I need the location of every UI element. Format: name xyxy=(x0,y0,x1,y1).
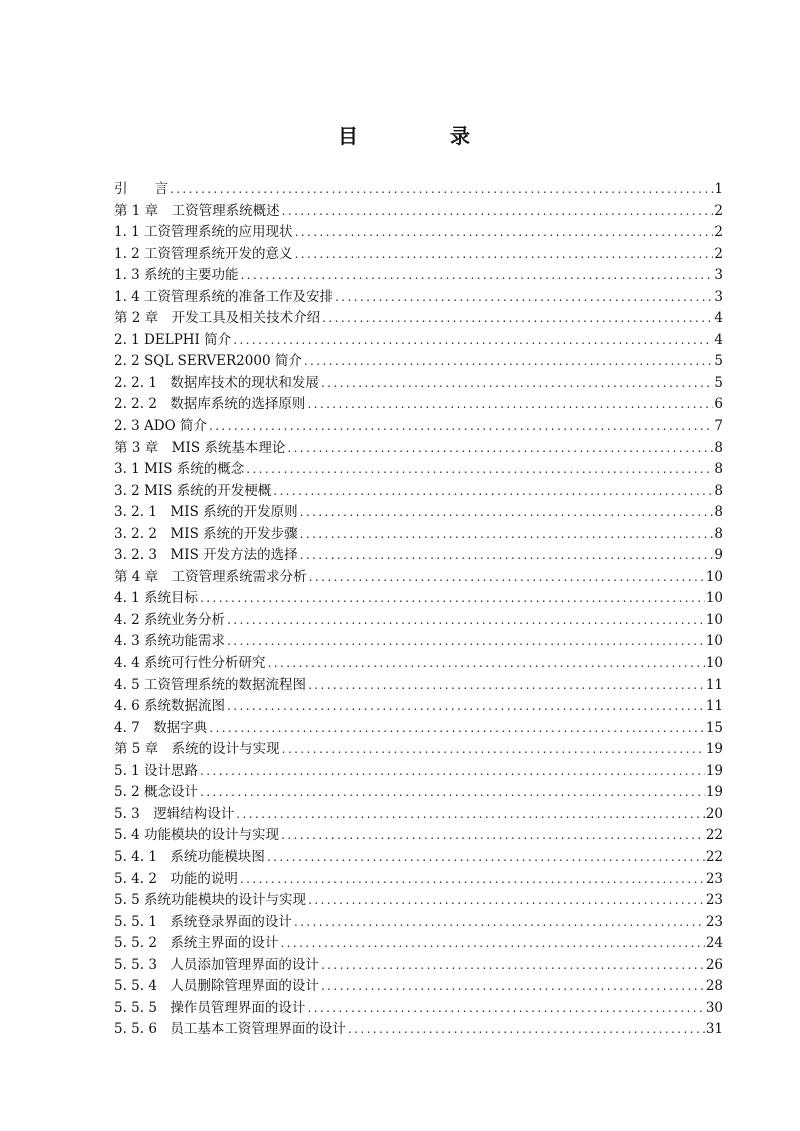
toc-entry-title: 3. 2. 3 MIS 开发方法的选择 xyxy=(114,547,298,564)
toc-entry-page-number: 22 xyxy=(705,848,723,865)
toc-entry-title: 第 1 章 工资管理系统概述 xyxy=(114,202,280,219)
toc-entry-page-number: 10 xyxy=(705,590,723,607)
table-of-contents xyxy=(114,179,723,1041)
toc-entry[interactable] xyxy=(114,524,723,546)
toc-entry-title: 第 2 章 开发工具及相关技术介绍 xyxy=(114,310,321,327)
toc-dot-leader xyxy=(280,933,704,955)
toc-entry[interactable] xyxy=(114,718,723,740)
toc-dot-leader xyxy=(241,265,714,287)
toc-entry-title: 5. 1 设计思路 xyxy=(114,762,199,779)
toc-entry-title: 1. 1 工资管理系统的应用现状 xyxy=(114,224,293,241)
toc-entry[interactable] xyxy=(114,955,723,977)
toc-entry[interactable] xyxy=(114,1019,723,1041)
toc-dot-leader xyxy=(295,244,714,266)
toc-entry[interactable] xyxy=(114,976,723,998)
toc-dot-leader xyxy=(273,481,713,503)
toc-entry-page-number: 10 xyxy=(705,633,723,650)
toc-entry[interactable] xyxy=(114,675,723,697)
toc-entry[interactable] xyxy=(114,567,723,589)
toc-entry-page-number: 23 xyxy=(705,892,723,909)
toc-entry[interactable] xyxy=(114,825,723,847)
toc-dot-leader xyxy=(268,653,705,675)
toc-entry[interactable] xyxy=(114,761,723,783)
toc-entry[interactable] xyxy=(114,804,723,826)
toc-entry[interactable] xyxy=(114,933,723,955)
toc-dot-leader xyxy=(246,459,713,481)
toc-entry-title: 引 言 xyxy=(114,181,168,197)
toc-entry-title: 1. 4 工资管理系统的准备工作及安排 xyxy=(114,288,334,305)
toc-dot-leader xyxy=(170,179,713,201)
toc-entry-title: 4. 6 系统数据流图 xyxy=(114,698,226,715)
toc-entry-page-number: 4 xyxy=(714,310,723,327)
toc-entry[interactable] xyxy=(114,373,723,395)
toc-entry-page-number: 26 xyxy=(705,956,723,973)
toc-entry-title: 5. 4. 2 功能的说明 xyxy=(114,870,238,887)
toc-entry[interactable] xyxy=(114,653,723,675)
toc-entry-title: 4. 3 系统功能需求 xyxy=(114,633,226,650)
toc-entry[interactable] xyxy=(114,416,723,438)
toc-dot-leader xyxy=(348,1019,705,1041)
toc-dot-leader xyxy=(227,696,705,718)
toc-entry-title: 第 5 章 系统的设计与实现 xyxy=(114,741,280,758)
toc-entry-title: 5. 3 逻辑结构设计 xyxy=(114,805,235,822)
toc-entry[interactable] xyxy=(114,847,723,869)
toc-entry[interactable] xyxy=(114,244,723,266)
toc-entry-page-number: 23 xyxy=(705,913,723,930)
toc-entry-page-number: 5 xyxy=(714,353,723,370)
toc-entry-page-number: 10 xyxy=(705,655,723,672)
toc-entry-title: 5. 5. 5 操作员管理界面的设计 xyxy=(114,999,306,1016)
toc-entry[interactable] xyxy=(114,222,723,244)
toc-entry-page-number: 20 xyxy=(705,805,723,822)
toc-dot-leader xyxy=(300,524,714,546)
toc-entry[interactable] xyxy=(114,265,723,287)
toc-entry-title: 5. 5. 6 员工基本工资管理界面的设计 xyxy=(114,1021,346,1038)
toc-entry-page-number: 3 xyxy=(714,288,723,305)
toc-entry-title: 2. 2. 1 数据库技术的现状和发展 xyxy=(114,374,319,391)
toc-entry-page-number: 2 xyxy=(714,224,723,241)
toc-entry-page-number: 8 xyxy=(714,482,723,499)
toc-entry-page-number: 30 xyxy=(705,999,723,1016)
toc-dot-leader xyxy=(209,416,713,438)
toc-dot-leader xyxy=(295,222,714,244)
toc-entry-title: 5. 5. 4 人员删除管理界面的设计 xyxy=(114,978,319,995)
toc-dot-leader xyxy=(227,610,705,632)
toc-entry-page-number: 8 xyxy=(714,504,723,521)
toc-entry-title: 1. 3 系统的主要功能 xyxy=(114,267,239,284)
toc-dot-leader xyxy=(233,330,713,352)
toc-dot-leader xyxy=(281,825,705,847)
toc-entry[interactable] xyxy=(114,588,723,610)
toc-dot-leader xyxy=(294,912,705,934)
toc-dot-leader xyxy=(321,955,705,977)
toc-entry[interactable] xyxy=(114,782,723,804)
toc-dot-leader xyxy=(300,545,714,567)
toc-entry-title: 3. 2. 2 MIS 系统的开发步骤 xyxy=(114,525,298,542)
toc-entry[interactable] xyxy=(114,998,723,1020)
toc-entry-page-number: 8 xyxy=(714,461,723,478)
toc-entry[interactable] xyxy=(114,610,723,632)
toc-entry-page-number: 22 xyxy=(705,827,723,844)
toc-entry-title: 5. 4 功能模块的设计与实现 xyxy=(114,827,280,844)
toc-dot-leader xyxy=(307,394,713,416)
toc-entry-page-number: 6 xyxy=(714,396,723,413)
toc-entry-title: 1. 2 工资管理系统开发的意义 xyxy=(114,245,293,262)
toc-entry-page-number: 1 xyxy=(714,181,723,197)
toc-dot-leader xyxy=(236,804,705,826)
toc-dot-leader xyxy=(287,438,713,460)
toc-entry-title: 4. 5 工资管理系统的数据流程图 xyxy=(114,676,307,693)
toc-entry[interactable] xyxy=(114,502,723,524)
toc-dot-leader xyxy=(307,998,704,1020)
toc-entry[interactable] xyxy=(114,287,723,309)
toc-dot-leader xyxy=(282,739,705,761)
toc-dot-leader xyxy=(200,761,705,783)
toc-entry-page-number: 19 xyxy=(705,741,723,758)
toc-dot-leader xyxy=(321,976,705,998)
toc-dot-leader xyxy=(282,201,714,223)
toc-entry[interactable] xyxy=(114,330,723,352)
toc-entry[interactable] xyxy=(114,459,723,481)
toc-dot-leader xyxy=(309,567,705,589)
toc-entry-page-number: 10 xyxy=(705,568,723,585)
toc-entry[interactable] xyxy=(114,912,723,934)
toc-entry[interactable] xyxy=(114,201,723,223)
toc-entry-page-number: 24 xyxy=(705,935,723,952)
toc-entry[interactable] xyxy=(114,545,723,567)
toc-entry-page-number: 23 xyxy=(705,870,723,887)
toc-entry-title: 2. 2 SQL SERVER2000 简介 xyxy=(114,353,302,370)
toc-entry-page-number: 7 xyxy=(714,418,723,435)
toc-entry-page-number: 8 xyxy=(714,439,723,456)
toc-entry[interactable] xyxy=(114,438,723,460)
toc-dot-leader xyxy=(267,847,705,869)
toc-entry-title: 5. 4. 1 系统功能模块图 xyxy=(114,848,265,865)
toc-entry[interactable] xyxy=(114,481,723,503)
toc-entry-page-number: 19 xyxy=(705,784,723,801)
toc-entry-page-number: 2 xyxy=(714,202,723,219)
toc-entry-page-number: 28 xyxy=(705,978,723,995)
toc-entry-title: 第 4 章 工资管理系统需求分析 xyxy=(114,568,307,585)
toc-dot-leader xyxy=(200,782,705,804)
toc-entry-page-number: 5 xyxy=(714,374,723,391)
toc-entry[interactable] xyxy=(114,308,723,330)
toc-entry-title: 2. 3 ADO 简介 xyxy=(114,418,207,435)
toc-dot-leader xyxy=(322,308,713,330)
toc-entry-page-number: 4 xyxy=(714,331,723,348)
toc-entry-page-number: 15 xyxy=(705,719,723,736)
toc-entry-title: 3. 1 MIS 系统的概念 xyxy=(114,461,245,478)
toc-entry-page-number: 2 xyxy=(714,245,723,262)
toc-entry-title: 4. 7 数据字典 xyxy=(114,719,208,736)
toc-entry-page-number: 8 xyxy=(714,525,723,542)
toc-dot-leader xyxy=(304,351,714,373)
toc-dot-leader xyxy=(240,869,705,891)
toc-entry-title: 第 3 章 MIS 系统基本理论 xyxy=(114,439,286,456)
toc-entry[interactable] xyxy=(114,696,723,718)
toc-entry[interactable] xyxy=(114,351,723,373)
toc-entry-title: 3. 2. 1 MIS 系统的开发原则 xyxy=(114,504,298,521)
toc-entry[interactable] xyxy=(114,394,723,416)
toc-entry-title: 2. 2. 2 数据库系统的选择原则 xyxy=(114,396,306,413)
toc-entry-title: 5. 5. 2 系统主界面的设计 xyxy=(114,935,279,952)
toc-entry-page-number: 19 xyxy=(705,762,723,779)
toc-entry[interactable] xyxy=(114,890,723,912)
toc-entry[interactable] xyxy=(114,739,723,761)
toc-dot-leader xyxy=(321,373,713,395)
toc-entry[interactable] xyxy=(114,631,723,653)
toc-entry-title: 3. 2 MIS 系统的开发梗概 xyxy=(114,482,272,499)
toc-entry-title: 4. 1 系统目标 xyxy=(114,590,199,607)
toc-entry-page-number: 11 xyxy=(705,698,723,715)
toc-title: 目 录 xyxy=(338,124,506,148)
toc-entry[interactable] xyxy=(114,869,723,891)
toc-entry-page-number: 10 xyxy=(705,611,723,628)
toc-dot-leader xyxy=(209,718,705,740)
toc-entry-title: 4. 4 系统可行性分析研究 xyxy=(114,655,266,672)
toc-entry-page-number: 9 xyxy=(714,547,723,564)
toc-entry-title: 5. 5 系统功能模块的设计与实现 xyxy=(114,892,307,909)
toc-entry-title: 5. 2 概念设计 xyxy=(114,784,199,801)
toc-dot-leader xyxy=(200,588,705,610)
toc-dot-leader xyxy=(308,890,705,912)
toc-entry-page-number: 31 xyxy=(705,1021,723,1038)
toc-dot-leader xyxy=(227,631,705,653)
toc-entry[interactable] xyxy=(114,179,723,201)
toc-dot-leader xyxy=(308,675,705,697)
toc-dot-leader xyxy=(335,287,713,309)
toc-dot-leader xyxy=(300,502,714,524)
toc-entry-title: 2. 1 DELPHI 简介 xyxy=(114,331,232,348)
toc-entry-page-number: 11 xyxy=(705,676,723,693)
toc-entry-page-number: 3 xyxy=(714,267,723,284)
toc-entry-title: 5. 5. 1 系统登录界面的设计 xyxy=(114,913,292,930)
toc-entry-title: 5. 5. 3 人员添加管理界面的设计 xyxy=(114,956,319,973)
toc-entry-title: 4. 2 系统业务分析 xyxy=(114,611,226,628)
